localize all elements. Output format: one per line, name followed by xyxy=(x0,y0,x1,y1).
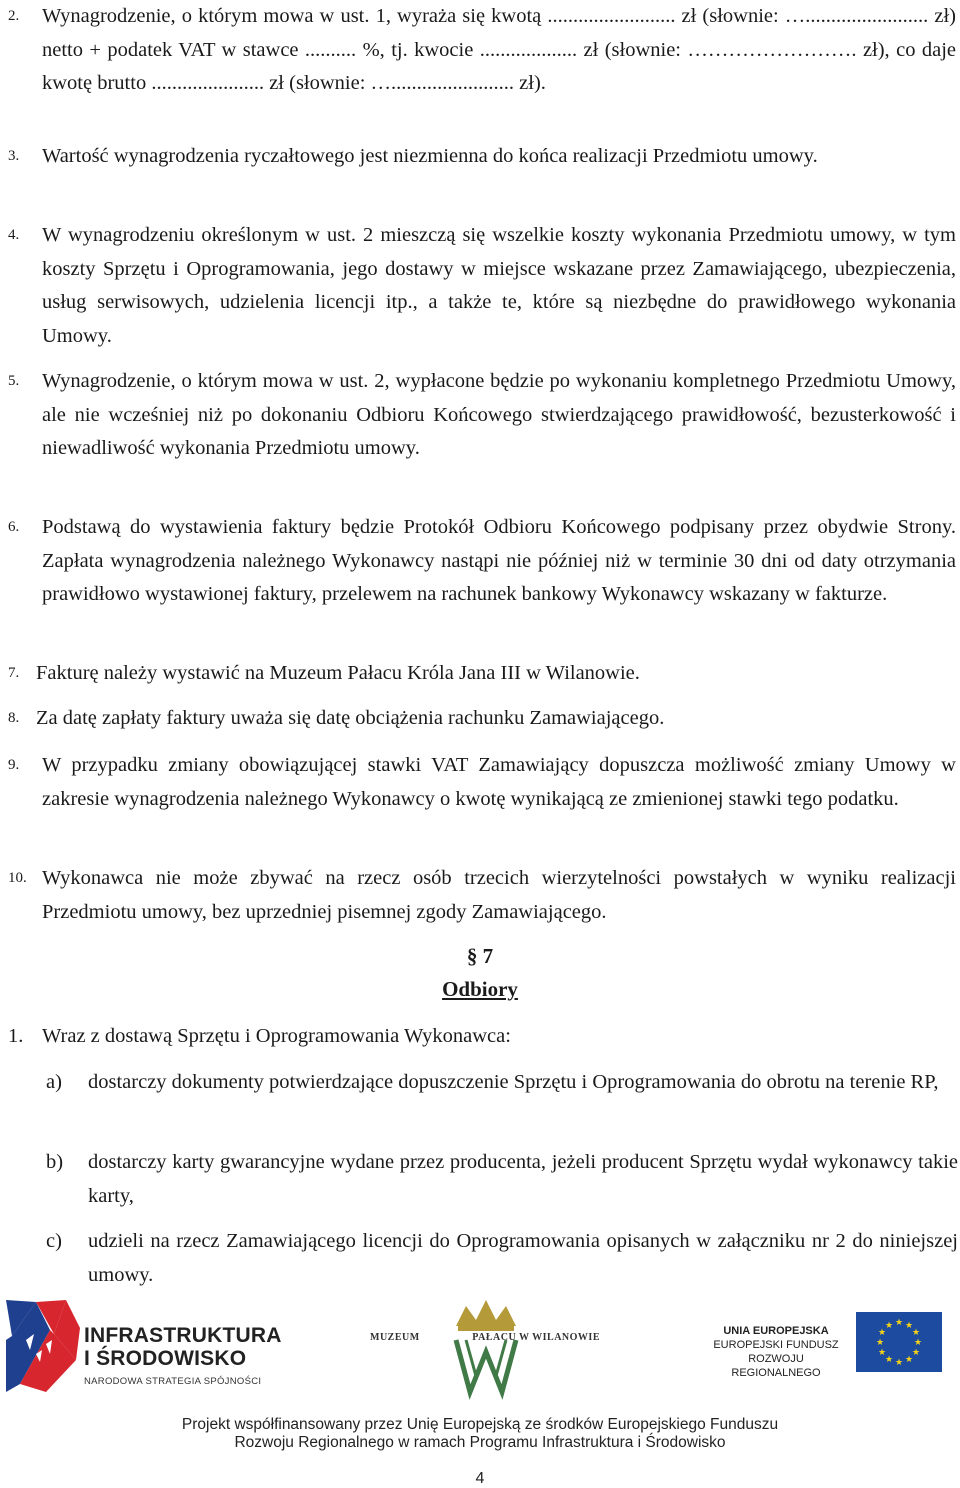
item-text: Wartość wynagrodzenia ryczałtowego jest niezmienna do końca realizacji Przedmiotu umowy. xyxy=(42,145,818,167)
page-footer xyxy=(0,1296,960,1487)
page-number: 4 xyxy=(475,1470,485,1487)
list-item xyxy=(8,749,956,816)
infrastruktura-title xyxy=(84,1324,282,1370)
sub-item-label: c) xyxy=(46,1230,62,1252)
list-item xyxy=(8,365,956,466)
muzeum-label: MUZEUM xyxy=(370,1332,420,1343)
item-number: 9. xyxy=(8,757,20,773)
item-number: 6. xyxy=(8,519,20,535)
item-number: 5. xyxy=(8,373,20,389)
section-title: Odbiory xyxy=(442,977,518,1001)
item-number: 1. xyxy=(8,1025,24,1047)
item-text: Fakturę należy wystawić na Muzeum Pałacu Króla Jana III w Wilanowie. xyxy=(36,662,640,684)
palacu-label: PAŁACU W WILANOWIE xyxy=(472,1332,600,1343)
item-text: Wraz z dostawą Sprzętu i Oprogramowania Wykonawca: xyxy=(42,1025,511,1047)
svg-text:★: ★ xyxy=(913,1338,923,1348)
list-item xyxy=(8,511,956,612)
svg-text:★: ★ xyxy=(904,1321,914,1331)
list-item xyxy=(8,702,956,736)
list-item xyxy=(8,219,956,353)
infrastruktura-title-line2: I ŚRODOWISKO xyxy=(84,1347,247,1370)
item-number: 3. xyxy=(8,148,20,164)
item-number: 7. xyxy=(8,665,20,681)
item-number: 4. xyxy=(8,227,20,243)
sub-item-label: a) xyxy=(46,1071,62,1093)
list-item xyxy=(8,140,956,174)
list-item xyxy=(8,1020,956,1054)
muzeum-wilanow-logo xyxy=(370,1300,600,1400)
project-funding-note xyxy=(0,1416,960,1452)
infrastruktura-emblem-icon xyxy=(6,1300,80,1392)
eu-text-line3: ROZWOJU REGIONALNEGO xyxy=(731,1353,821,1379)
svg-text:★: ★ xyxy=(911,1348,921,1358)
item-text: Wykonawca nie może zbywać na rzecz osób trzecich wierzytelności powstałych w wyniku realizacji Przedmiotu umowy, bez uprzedniej pisemnej zgody Zamawiającego. xyxy=(42,867,956,923)
svg-text:★: ★ xyxy=(904,1355,914,1365)
item-number: 8. xyxy=(8,710,20,726)
eu-text-line2: EUROPEJSKI FUNDUSZ xyxy=(713,1339,839,1351)
svg-text:★: ★ xyxy=(884,1355,894,1365)
section-number: § 7 xyxy=(466,944,494,968)
item-number: 10. xyxy=(8,870,27,886)
svg-text:★: ★ xyxy=(877,1348,887,1358)
item-text: W wynagrodzeniu określonym w ust. 2 mieszczą się wszelkie koszty wykonania Przedmiotu umowy, w tym koszty Sprzętu i Oprogramowania, jego dostawy w miejsce wskazane przez Zamawiającego, ubezpieczenia, usług serwisowych, udzielenia licencji itp., a także te, które są niezbędne do prawidłowego wykonania Umowy. xyxy=(42,224,956,347)
project-note-line2: Rozwoju Regionalnego w ramach Programu Infrastruktura i Środowisko xyxy=(234,1434,726,1451)
sub-item xyxy=(46,1066,958,1100)
sub-item-text: dostarczy dokumenty potwierdzające dopuszczenie Sprzętu i Oprogramowania do obrotu na terenie RP, xyxy=(88,1071,939,1093)
sub-item xyxy=(46,1225,958,1292)
svg-text:★: ★ xyxy=(877,1328,887,1338)
svg-text:★: ★ xyxy=(884,1321,894,1331)
item-text: Wynagrodzenie, o którym mowa w ust. 2, wypłacone będzie po wykonaniu kompletnego Przedmiotu Umowy, ale nie wcześniej niż po dokonaniu Odbioru Końcowego stwierdzającego prawidłowość, bezusterkowość i niewadliwość wykonania Przedmiotu umowy. xyxy=(42,370,956,459)
list-item xyxy=(8,657,956,691)
infrastruktura-logo xyxy=(6,1300,286,1392)
svg-text:★: ★ xyxy=(911,1328,921,1338)
sub-item-text: dostarczy karty gwarancyjne wydane przez producenta, jeżeli producent Sprzętu wydał wykonawcy takie karty, xyxy=(88,1151,958,1207)
svg-text:★: ★ xyxy=(894,1358,904,1368)
list-item xyxy=(8,862,956,929)
eu-flag-icon xyxy=(856,1312,942,1372)
sub-item xyxy=(46,1146,958,1213)
svg-text:★: ★ xyxy=(894,1318,904,1328)
eu-text xyxy=(704,1324,848,1380)
item-text: W przypadku zmiany obowiązującej stawki VAT Zamawiający dopuszcza możliwość zmiany Umowy w zakresie wynagrodzenia należnego Wykonawcy o kwotę wynikającą ze zmienionej stawki tego podatku. xyxy=(42,754,956,810)
item-text: Za datę zapłaty faktury uważa się datę obciążenia rachunku Zamawiającego. xyxy=(36,707,665,729)
eu-text-line1: UNIA EUROPEJSKA xyxy=(723,1325,829,1337)
item-text: Wynagrodzenie, o którym mowa w ust. 1, wyraża się kwotą ......................... zł (słownie: …........................ zł) netto + podatek VAT w stawce .......... %, tj. kwocie ................... zł (słownie: ……………………. zł), co daje kwotę brutto ...................... zł (słownie: …........................ zł). xyxy=(42,5,956,94)
svg-text:★: ★ xyxy=(875,1338,885,1348)
infrastruktura-title-line1: INFRASTRUKTURA xyxy=(84,1324,282,1347)
item-number: 2. xyxy=(8,8,20,24)
sub-item-text: udzieli na rzecz Zamawiającego licencji do Oprogramowania opisanych w załączniku nr 2 do niniejszej umowy. xyxy=(88,1230,958,1286)
project-note-line1: Projekt współfinansowany przez Unię Europejską ze środków Europejskiego Funduszu xyxy=(181,1416,779,1433)
crown-ww-emblem-icon xyxy=(450,1300,522,1400)
item-text: Podstawą do wystawienia faktury będzie Protokół Odbioru Końcowego podpisany przez obydwie Strony. Zapłata wynagrodzenia należnego Wykonawcy nastąpi nie później niż w terminie 30 dni od daty otrzymania prawidłowo wystawionej faktury, przelewem na rachunek bankowy Wykonawcy wskazany w fakturze. xyxy=(42,516,956,605)
eu-logo xyxy=(704,1312,944,1379)
infrastruktura-subtitle: NARODOWA STRATEGIA SPÓJNOŚCI xyxy=(84,1376,262,1387)
sub-item-label: b) xyxy=(46,1151,64,1173)
list-item xyxy=(8,0,956,101)
